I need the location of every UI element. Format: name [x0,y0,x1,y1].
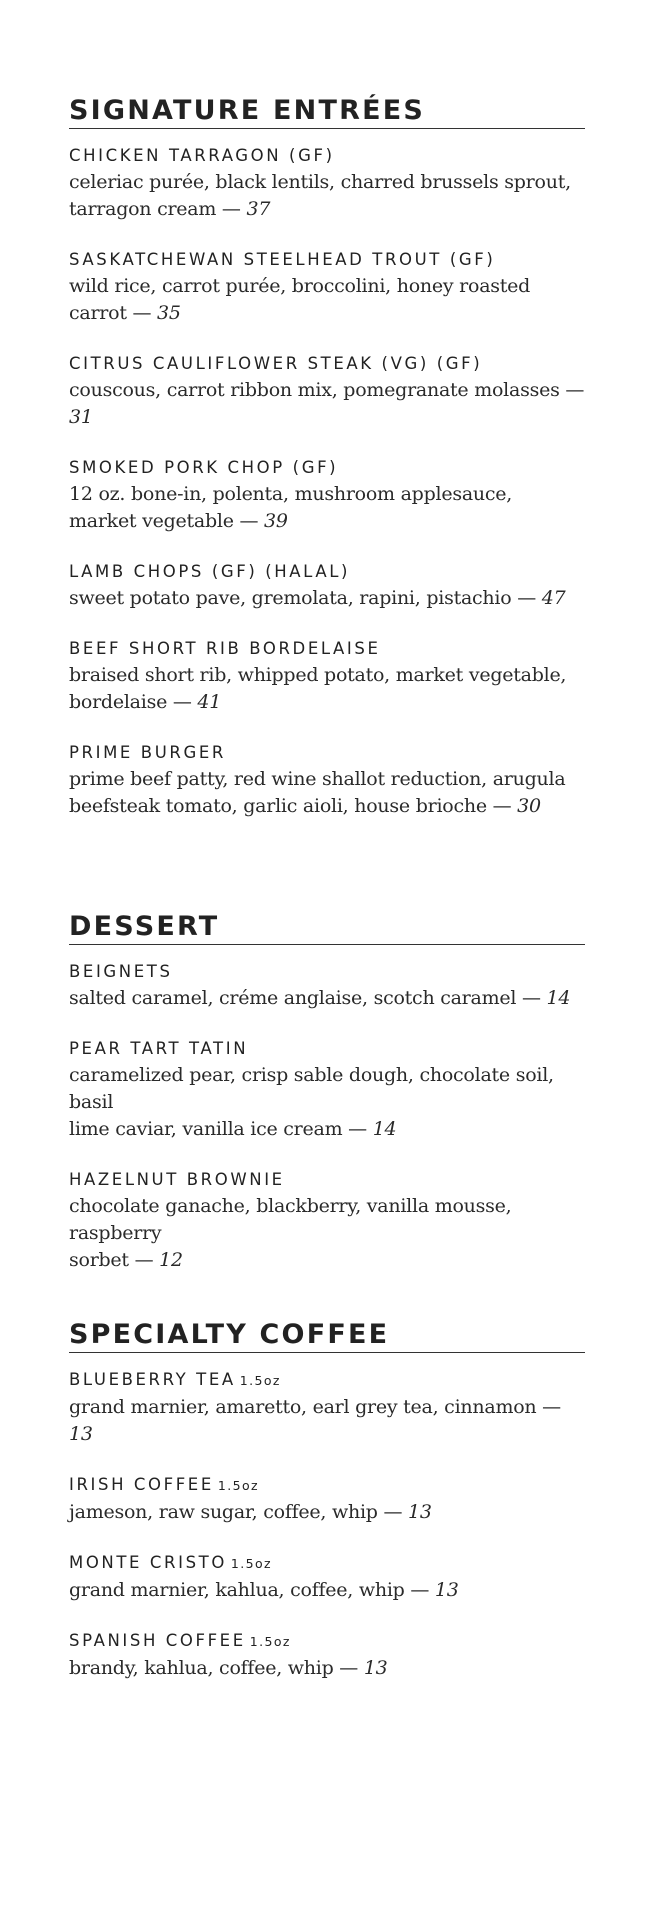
section-title: SIGNATURE ENTRÉES [69,95,426,126]
item-desc-line: celeriac purée, black lentils, charred brussels sprout, [69,171,571,193]
item-name-text: MONTE CRISTO [69,1553,227,1572]
item-desc-line: prime beef patty, red wine shallot reduction, arugula [69,768,566,790]
section-divider [69,1352,585,1353]
item-price: 30 [517,795,541,817]
item-price: 13 [434,1579,459,1601]
item-description [69,1577,585,1604]
item-desc-line: tarragon cream — [69,198,247,220]
menu-item [69,1038,585,1143]
section-divider [69,944,585,945]
menu-item [69,742,585,820]
item-description [69,1394,585,1448]
item-description [69,1655,585,1682]
item-desc-line: wild rice, carrot purée, broccolini, honey roasted [69,275,531,297]
section-specialty-coffee [69,1318,585,1708]
item-description [69,585,585,612]
item-name-text: IRISH COFFEE [69,1475,214,1494]
menu-item [69,961,585,1012]
item-name [69,1474,585,1497]
item-description [69,1499,585,1526]
item-description [69,766,585,820]
item-name: SMOKED PORK CHOP (GF) [69,458,339,477]
item-description [69,985,585,1012]
item-description [69,481,585,535]
item-desc-line: chocolate ganache, blackberry, vanilla mousse, raspberry [69,1195,512,1244]
item-name: BEIGNETS [69,962,173,981]
item-desc-line: caramelized pear, crisp sable dough, chocolate soil, basil [69,1064,554,1113]
item-price: 39 [264,510,288,532]
item-desc-line: 12 oz. bone-in, polenta, mushroom applesauce, [69,483,513,505]
item-description [69,169,585,223]
section-dessert [69,910,585,1300]
menu-item [69,1630,585,1682]
item-name-text: SPANISH COFFEE [69,1631,246,1650]
menu-item [69,1552,585,1604]
item-desc-line: market vegetable — [69,510,265,532]
item-desc-line: brandy, kahlua, coffee, whip — [69,1657,364,1679]
section-title: SPECIALTY COFFEE [69,1319,390,1350]
item-price: 12 [159,1249,183,1271]
section-divider [69,128,585,129]
item-size: 1.5oz [249,1634,291,1649]
item-desc-line: sorbet — [69,1249,160,1271]
item-price: 37 [246,198,271,220]
item-desc-line: bordelaise — [69,691,198,713]
item-desc-line: sweet potato pave, gremolata, rapini, pistachio — [69,587,542,609]
item-price: 13 [363,1657,388,1679]
menu-item [69,1369,585,1448]
menu-item [69,638,585,716]
item-name: SASKATCHEWAN STEELHEAD TROUT (GF) [69,250,496,269]
item-name: HAZELNUT BROWNIE [69,1170,285,1189]
item-description [69,662,585,716]
item-price: 14 [546,987,571,1009]
item-name [69,1369,585,1392]
item-desc-line: grand marnier, amaretto, earl grey tea, cinnamon — [69,1396,561,1418]
item-price: 47 [541,587,566,609]
item-name [69,1630,585,1653]
item-desc-line: beefsteak tomato, garlic aioli, house brioche — [69,795,518,817]
menu-item [69,145,585,223]
item-size: 1.5oz [230,1556,273,1571]
item-desc-line: couscous, carrot ribbon mix, pomegranate molasses — [69,379,585,401]
item-name: PEAR TART TATIN [69,1039,249,1058]
item-desc-line: lime caviar, vanilla ice cream — [69,1118,373,1140]
item-size: 1.5oz [217,1478,259,1493]
item-desc-line: braised short rib, whipped potato, market vegetable, [69,664,567,686]
item-desc-line: grand marnier, kahlua, coffee, whip — [69,1579,435,1601]
section-signature-entrees [69,94,585,846]
item-price: 35 [157,302,181,324]
menu-item [69,561,585,612]
item-description [69,1193,585,1274]
item-description [69,377,585,431]
item-price: 14 [372,1118,397,1140]
item-size: 1.5oz [239,1373,281,1388]
item-name [69,1552,585,1575]
item-price: 13 [408,1501,432,1523]
item-name: LAMB CHOPS (GF) (HALAL) [69,562,351,581]
item-name: BEEF SHORT RIB BORDELAISE [69,639,381,658]
menu-item [69,249,585,327]
item-name-text: BLUEBERRY TEA [69,1370,236,1389]
item-desc-line: salted caramel, créme anglaise, scotch caramel — [69,987,547,1009]
item-name: PRIME BURGER [69,743,226,762]
menu-item [69,1169,585,1274]
item-price: 41 [197,691,222,713]
menu-item [69,353,585,431]
menu-item [69,1474,585,1526]
item-description [69,1062,585,1143]
menu-item [69,457,585,535]
item-price: 31 [69,406,93,428]
item-description [69,273,585,327]
item-desc-line: carrot — [69,302,158,324]
section-title: DESSERT [69,911,220,942]
item-name: CITRUS CAULIFLOWER STEAK (VG) (GF) [69,354,483,373]
item-name: CHICKEN TARRAGON (GF) [69,146,335,165]
item-desc-line: jameson, raw sugar, coffee, whip — [69,1501,409,1523]
item-price: 13 [69,1423,93,1445]
